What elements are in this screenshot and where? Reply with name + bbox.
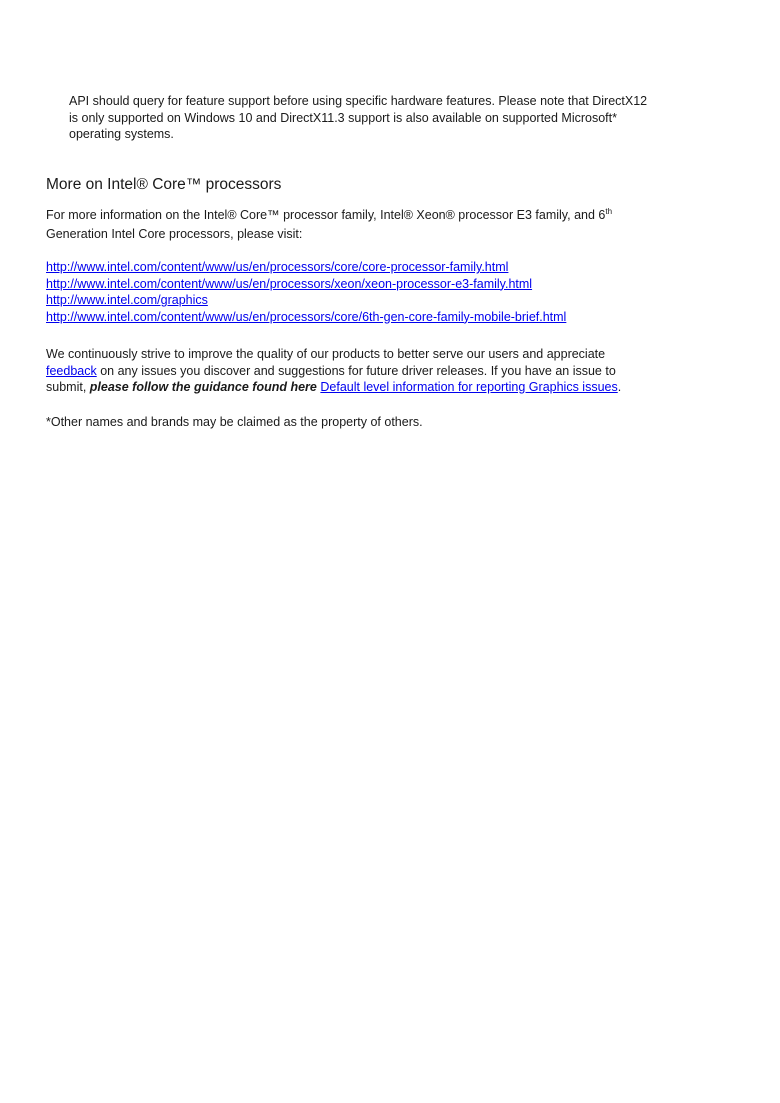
intel-graphics-link[interactable]: http://www.intel.com/graphics: [46, 293, 208, 307]
feedback-link[interactable]: feedback: [46, 363, 97, 378]
core-processor-family-link[interactable]: http://www.intel.com/content/www/us/en/processors/core/core-processor-family.html: [46, 260, 509, 274]
feedback-text-4: .: [617, 380, 622, 394]
ordinal-superscript: th: [605, 206, 613, 216]
6th-gen-core-brief-link[interactable]: http://www.intel.com/content/www/us/en/processors/core/6th-gen-core-family-mobile-brief.html: [46, 309, 567, 324]
api-support-paragraph: API should query for feature support before using specific hardware features. Please note that DirectX12 is only supported on Windows 10 and DirectX11.3 support is also available on supported Microsoft* operating systems.: [69, 94, 648, 141]
intro-text-end: Generation Intel Core processors, please visit:: [46, 227, 303, 241]
intro-text-start: For more information on the Intel® Core™ processor family, Intel® Xeon® processor E3 family, and 6: [46, 208, 606, 222]
reporting-guidance-link[interactable]: Default level information for reporting Graphics issues: [320, 380, 618, 394]
intro-paragraph: [46, 206, 666, 244]
feedback-text-2: on any issues you discover and suggestions for future driver releases. If you have an issue to submit,: [46, 363, 616, 394]
feedback-paragraph: [46, 346, 646, 396]
guidance-emphasis: please follow the guidance found here: [89, 380, 317, 394]
trademark-footnote: *Other names and brands may be claimed as the property of others.: [46, 415, 423, 429]
xeon-e3-family-link[interactable]: http://www.intel.com/content/www/us/en/processors/xeon/xeon-processor-e3-family.html: [46, 276, 533, 291]
feedback-text-1: We continuously strive to improve the quality of our products to better serve our users and appreciate: [46, 347, 606, 361]
links-list: [46, 259, 566, 325]
section-heading: More on Intel® Core™ processors: [46, 176, 282, 193]
